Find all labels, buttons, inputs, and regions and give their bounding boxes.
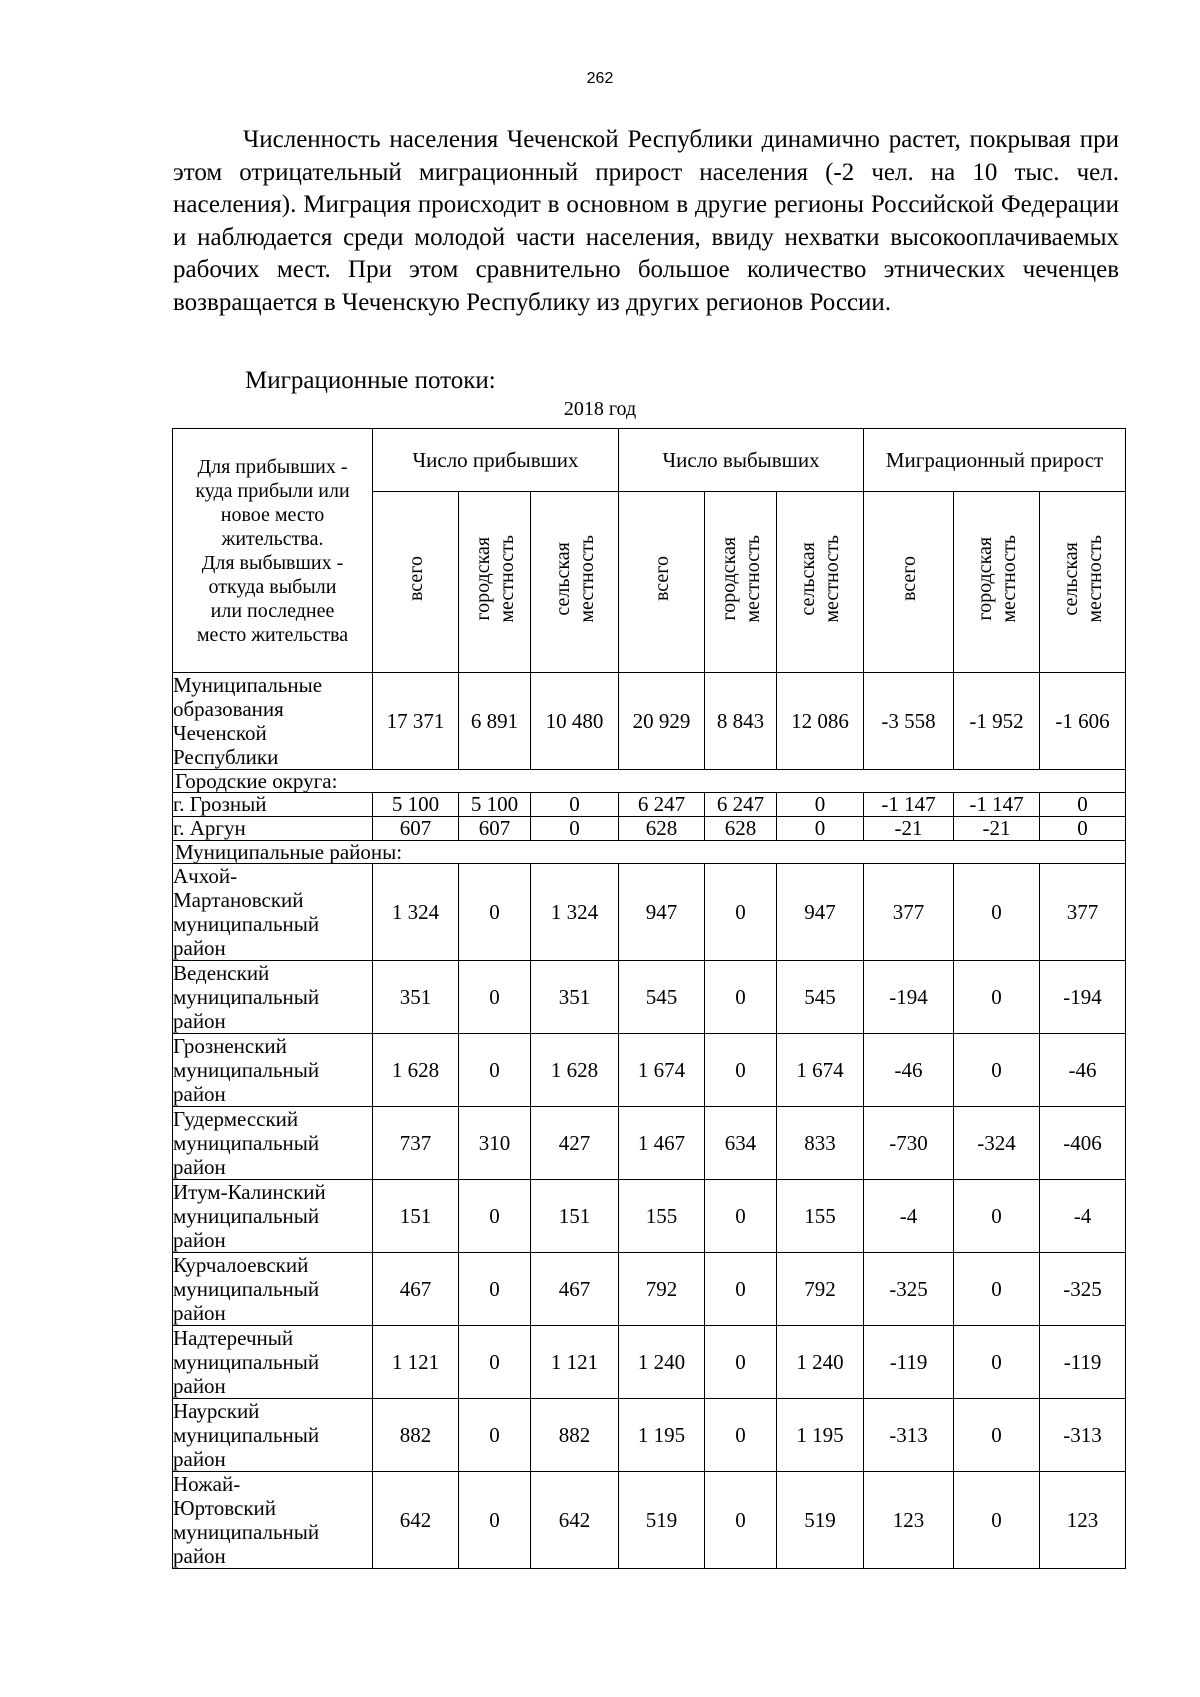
value-cell: 0 (531, 793, 619, 817)
value-cell: 1 324 (531, 864, 619, 961)
value-cell: 0 (705, 961, 777, 1034)
row-name-line: Веденский (173, 961, 270, 985)
stub-header-line: Для выбывших - (201, 551, 344, 574)
subheader-label-line: сельская (797, 542, 820, 616)
value-cell: 1 628 (373, 1034, 459, 1107)
value-cell: 737 (373, 1107, 459, 1180)
row-name (173, 1107, 373, 1180)
value-cell: 0 (954, 1399, 1040, 1472)
value-cell: 0 (705, 1034, 777, 1107)
table-caption: 2018 год (563, 398, 637, 420)
value-cell: 947 (777, 864, 864, 961)
table-row (173, 793, 1126, 817)
row-name-line: район (173, 1009, 226, 1033)
row-name-line: район (173, 1447, 226, 1471)
stub-header-line: жительства. (221, 527, 324, 550)
row-name-line: Итум-Калинский (173, 1180, 326, 1204)
value-cell: 1 467 (619, 1107, 705, 1180)
table-body (173, 673, 1126, 1569)
value-cell: -46 (1040, 1034, 1126, 1107)
value-cell: 427 (531, 1107, 619, 1180)
value-cell: 0 (1040, 817, 1126, 841)
value-cell: 1 628 (531, 1034, 619, 1107)
row-name-line: муниципальный (173, 912, 320, 936)
subheader-label (1059, 535, 1107, 623)
value-cell: 377 (1040, 864, 1126, 961)
row-name-line: Мартановский (173, 888, 304, 912)
row-name-line: Грозненский (173, 1034, 287, 1058)
subheader-cell (531, 492, 619, 673)
subheader-label-line: сельская (1059, 542, 1082, 616)
stub-header-line: куда прибыли или (195, 479, 350, 502)
value-cell: 0 (777, 817, 864, 841)
row-name-line: район (173, 1155, 226, 1179)
subheader-label-line: городская (973, 537, 996, 621)
row-name-line: Ножай- (173, 1472, 241, 1496)
subheader-label-line: местность (1083, 535, 1106, 623)
value-cell: 519 (777, 1472, 864, 1569)
value-cell: 792 (619, 1253, 705, 1326)
row-name (173, 1034, 373, 1107)
section-label-text: Городские округа: (175, 769, 338, 793)
value-cell: 0 (459, 1472, 531, 1569)
value-cell: 833 (777, 1107, 864, 1180)
section-label (173, 770, 1126, 793)
value-cell: -3 558 (864, 673, 954, 770)
body-paragraph: Численность населения Чеченской Республики динамично растет, покрывая при этом отрицательный миграционный прирост населения (-2 чел. на 10 тыс. чел. населения). Миграция происходит в основном в другие регионы Российской Федерации и наблюдается среди молодой части населения, ввиду нехватки высокооплачиваемых рабочих мест. При этом сравнительно большое количество этнических чеченцев возвращается в Чеченскую Республику из других регионов России. (173, 126, 1119, 316)
subheader-label (717, 535, 765, 623)
value-cell: 12 086 (777, 673, 864, 770)
value-cell: 0 (1040, 793, 1126, 817)
row-name (173, 1180, 373, 1253)
stub-header (173, 429, 373, 673)
value-cell: 10 480 (531, 673, 619, 770)
row-name-line: Надтеречный (173, 1326, 294, 1350)
value-cell: 0 (459, 1034, 531, 1107)
value-cell: 377 (864, 864, 954, 961)
row-name-line: Республики (173, 745, 279, 769)
table-row (173, 961, 1126, 1034)
value-cell: 123 (1040, 1472, 1126, 1569)
row-name-line: Юртовский (173, 1496, 277, 1520)
row-name-line: Муниципальные (173, 673, 323, 697)
stub-header-line: место жительства (196, 623, 349, 646)
row-name-line: муниципальный (173, 985, 320, 1009)
value-cell: 151 (373, 1180, 459, 1253)
value-cell: 0 (531, 817, 619, 841)
section-label (173, 841, 1126, 864)
value-cell: 0 (777, 793, 864, 817)
row-name (173, 1253, 373, 1326)
value-cell: -313 (864, 1399, 954, 1472)
table-row (173, 1472, 1126, 1569)
value-cell: 792 (777, 1253, 864, 1326)
value-cell: 882 (531, 1399, 619, 1472)
value-cell: 123 (864, 1472, 954, 1569)
value-cell: 151 (531, 1180, 619, 1253)
stub-header-line: откуда выбыли (208, 575, 337, 598)
value-cell: -313 (1040, 1399, 1126, 1472)
subheader-label (650, 556, 674, 601)
table-row (173, 1399, 1126, 1472)
value-cell: 882 (373, 1399, 459, 1472)
row-name-line: муниципальный (173, 1204, 320, 1228)
row-name-line: Курчалоевский (173, 1253, 309, 1277)
subheader-cell (373, 492, 459, 673)
page-number: 262 (586, 70, 614, 87)
value-cell: -46 (864, 1034, 954, 1107)
value-cell: 155 (619, 1180, 705, 1253)
subheader-label-line: местность (741, 535, 764, 623)
value-cell: -119 (1040, 1326, 1126, 1399)
subheader-label-line: всего (650, 556, 673, 602)
subheader-cell (619, 492, 705, 673)
subheader-label-line: местность (997, 535, 1020, 623)
value-cell: 1 674 (777, 1034, 864, 1107)
value-cell: 0 (705, 864, 777, 961)
subheader-label-line: местность (495, 535, 518, 623)
value-cell: 8 843 (705, 673, 777, 770)
subheader-label (796, 535, 844, 623)
section-label-text: Муниципальные районы: (175, 840, 403, 864)
row-name (173, 961, 373, 1034)
subheader-cell (777, 492, 864, 673)
subheader-cell (705, 492, 777, 673)
stub-header-line: Для прибывших - (197, 455, 348, 478)
value-cell: 5 100 (373, 793, 459, 817)
subheader-cell (954, 492, 1040, 673)
subheader-label-line: всего (404, 556, 427, 602)
row-name (173, 1326, 373, 1399)
stub-header-line: новое место (220, 503, 325, 526)
row-name-line: район (173, 1228, 226, 1252)
value-cell: 634 (705, 1107, 777, 1180)
subheader-label-line: местность (821, 535, 844, 623)
row-name (173, 793, 373, 817)
value-cell: 20 929 (619, 673, 705, 770)
row-name-line: район (173, 1301, 226, 1325)
table-row (173, 673, 1126, 770)
value-cell: 0 (954, 1253, 1040, 1326)
table-row (173, 1107, 1126, 1180)
value-cell: 6 247 (705, 793, 777, 817)
value-cell: -4 (1040, 1180, 1126, 1253)
value-cell: 5 100 (459, 793, 531, 817)
value-cell: -324 (954, 1107, 1040, 1180)
value-cell: 351 (373, 961, 459, 1034)
value-cell: 0 (954, 961, 1040, 1034)
value-cell: 0 (705, 1472, 777, 1569)
value-cell: 545 (777, 961, 864, 1034)
row-name (173, 673, 373, 770)
value-cell: -194 (864, 961, 954, 1034)
row-name-line: Чеченской (173, 721, 267, 745)
value-cell: -325 (864, 1253, 954, 1326)
section-title: Миграционные потоки: (245, 367, 496, 394)
value-cell: 628 (705, 817, 777, 841)
value-cell: 351 (531, 961, 619, 1034)
row-name-line: муниципальный (173, 1423, 320, 1447)
subheader-label (897, 556, 921, 601)
value-cell: 0 (954, 1326, 1040, 1399)
group-header-net-migration: Миграционный прирост (864, 429, 1126, 492)
subheader-cell (1040, 492, 1126, 673)
value-cell: 6 891 (459, 673, 531, 770)
value-cell: 1 674 (619, 1034, 705, 1107)
row-name (173, 817, 373, 841)
value-cell: 467 (531, 1253, 619, 1326)
row-name-line: образования (173, 697, 284, 721)
value-cell: -21 (954, 817, 1040, 841)
table-row (173, 864, 1126, 961)
value-cell: 0 (459, 961, 531, 1034)
group-header-departures: Число выбывших (619, 429, 864, 492)
value-cell: -194 (1040, 961, 1126, 1034)
group-header-arrivals: Число прибывших (373, 429, 619, 492)
subheader-label (471, 535, 519, 623)
migration-table (172, 428, 1126, 1569)
table-row (173, 1253, 1126, 1326)
value-cell: 0 (954, 1472, 1040, 1569)
value-cell: 607 (373, 817, 459, 841)
subheader-label-line: сельская (551, 542, 574, 616)
value-cell: 0 (459, 1253, 531, 1326)
row-name-line: муниципальный (173, 1058, 320, 1082)
row-name-line: Ачхой- (173, 864, 238, 888)
value-cell: -730 (864, 1107, 954, 1180)
subheader-label (551, 535, 599, 623)
row-name-line: г. Грозный (173, 792, 267, 816)
value-cell: 0 (705, 1253, 777, 1326)
value-cell: 1 195 (777, 1399, 864, 1472)
value-cell: 0 (459, 1399, 531, 1472)
subheader-label-line: всего (897, 556, 920, 602)
row-name-line: муниципальный (173, 1277, 320, 1301)
section-row (173, 841, 1126, 864)
row-name-line: район (173, 936, 226, 960)
value-cell: 0 (459, 1180, 531, 1253)
section-row (173, 770, 1126, 793)
subheader-label-line: городская (471, 537, 494, 621)
value-cell: 0 (705, 1326, 777, 1399)
value-cell: -325 (1040, 1253, 1126, 1326)
value-cell: 1 195 (619, 1399, 705, 1472)
value-cell: 642 (373, 1472, 459, 1569)
subheader-label-line: местность (575, 535, 598, 623)
table-row (173, 1034, 1126, 1107)
value-cell: 1 240 (619, 1326, 705, 1399)
row-name-line: муниципальный (173, 1520, 320, 1544)
value-cell: 1 121 (531, 1326, 619, 1399)
row-name-line: район (173, 1374, 226, 1398)
value-cell: 0 (705, 1180, 777, 1253)
value-cell: 0 (459, 1326, 531, 1399)
value-cell: 467 (373, 1253, 459, 1326)
value-cell: 0 (954, 1034, 1040, 1107)
value-cell: -406 (1040, 1107, 1126, 1180)
value-cell: -1 147 (954, 793, 1040, 817)
value-cell: -119 (864, 1326, 954, 1399)
value-cell: 0 (954, 1180, 1040, 1253)
value-cell: 947 (619, 864, 705, 961)
value-cell: 155 (777, 1180, 864, 1253)
value-cell: 0 (459, 864, 531, 961)
value-cell: 1 121 (373, 1326, 459, 1399)
value-cell: 545 (619, 961, 705, 1034)
row-name-line: Гудермесский (173, 1107, 299, 1131)
row-name-line: район (173, 1544, 226, 1568)
value-cell: -1 606 (1040, 673, 1126, 770)
subheader-label-line: городская (717, 537, 740, 621)
value-cell: -1 147 (864, 793, 954, 817)
subheader-cell (864, 492, 954, 673)
value-cell: 6 247 (619, 793, 705, 817)
row-name (173, 1472, 373, 1569)
value-cell: -4 (864, 1180, 954, 1253)
value-cell: 1 240 (777, 1326, 864, 1399)
stub-header-line: или последнее (210, 599, 335, 622)
table-row (173, 817, 1126, 841)
value-cell: 17 371 (373, 673, 459, 770)
table-header (173, 429, 1126, 673)
value-cell: 607 (459, 817, 531, 841)
table-row (173, 1180, 1126, 1253)
row-name (173, 864, 373, 961)
value-cell: -1 952 (954, 673, 1040, 770)
value-cell: -21 (864, 817, 954, 841)
subheader-cell (459, 492, 531, 673)
value-cell: 0 (705, 1399, 777, 1472)
subheader-label (404, 556, 428, 601)
value-cell: 0 (954, 864, 1040, 961)
row-name-line: муниципальный (173, 1131, 320, 1155)
value-cell: 519 (619, 1472, 705, 1569)
row-name-line: муниципальный (173, 1350, 320, 1374)
row-name-line: район (173, 1082, 226, 1106)
value-cell: 628 (619, 817, 705, 841)
value-cell: 310 (459, 1107, 531, 1180)
subheader-label (973, 535, 1021, 623)
row-name-line: г. Аргун (173, 816, 246, 840)
value-cell: 1 324 (373, 864, 459, 961)
row-name (173, 1399, 373, 1472)
table-row (173, 1326, 1126, 1399)
row-name-line: Наурский (173, 1399, 260, 1423)
value-cell: 642 (531, 1472, 619, 1569)
